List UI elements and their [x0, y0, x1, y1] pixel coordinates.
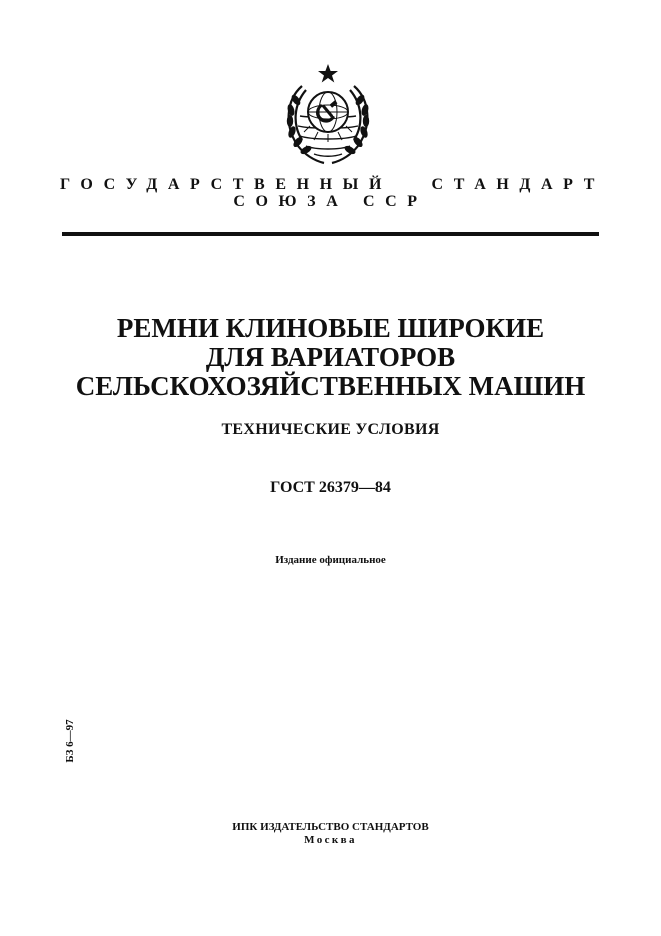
- title-line-1: РЕМНИ КЛИНОВЫЕ ШИРОКИЕ: [116, 313, 545, 343]
- document-subtitle: ТЕХНИЧЕСКИЕ УСЛОВИЯ: [221, 421, 440, 438]
- publisher-name: ИПК ИЗДАТЕЛЬСТВО СТАНДАРТОВ: [232, 821, 429, 833]
- publisher-city: Москва: [304, 834, 357, 846]
- title-line-3: СЕЛЬСКОХОЗЯЙСТВЕННЫХ МАШИН: [75, 371, 586, 401]
- ussr-state-emblem-icon: [272, 60, 384, 172]
- document-title: [0, 314, 661, 401]
- side-code-text: БЗ 6—97: [64, 719, 76, 763]
- state-standard-heading: ГОСУДАРСТВЕННЫЙ СТАНДАРТ: [60, 176, 605, 193]
- title-line-2: ДЛЯ ВАРИАТОРОВ: [205, 342, 456, 372]
- side-code: [62, 715, 78, 767]
- header-divider: [62, 232, 599, 236]
- standard-number: ГОСТ 26379—84: [270, 479, 391, 496]
- union-heading: СОЮЗА ССР: [233, 193, 428, 210]
- edition-label: Издание официальное: [275, 554, 386, 566]
